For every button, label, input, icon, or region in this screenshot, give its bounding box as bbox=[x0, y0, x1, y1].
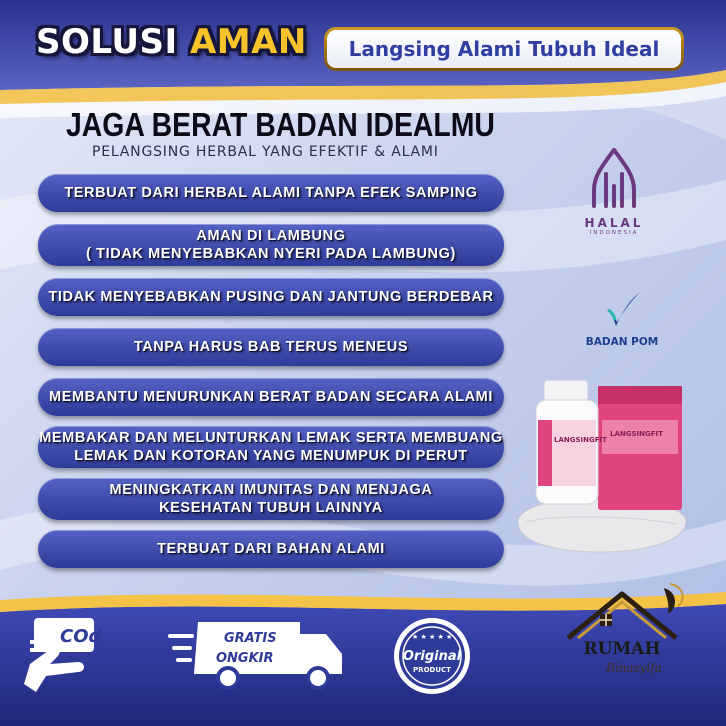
benefit-pill bbox=[38, 174, 504, 212]
benefit-line: MEMBANTU MENURUNKAN BERAT BADAN SECARA ALAMI bbox=[49, 389, 493, 405]
title-word-aman: AMAN bbox=[189, 22, 307, 62]
benefit-line: TERBUAT DARI HERBAL ALAMI TANPA EFEK SAMPING bbox=[64, 185, 478, 201]
svg-text:★ ★ ★ ★ ★: ★ ★ ★ ★ ★ bbox=[412, 633, 453, 641]
benefit-pill bbox=[38, 378, 504, 416]
benefit-line: TERBUAT DARI BAHAN ALAMI bbox=[157, 541, 385, 557]
cod-label: COd bbox=[60, 626, 102, 647]
benefit-pill bbox=[38, 478, 504, 520]
free-shipping-badge bbox=[170, 622, 342, 688]
original-sub-label: PRODUCT bbox=[413, 666, 451, 674]
benefit-line: ( TIDAK MENYEBABKAN NYERI PADA LAMBUNG) bbox=[86, 246, 456, 262]
benefit-line: TANPA HARUS BAB TERUS MENEUS bbox=[133, 339, 409, 355]
bottle-brand: LANGSINGFIT bbox=[554, 436, 607, 444]
halal-icon bbox=[584, 146, 644, 210]
bpom-logo bbox=[580, 290, 664, 348]
cod-badge bbox=[24, 618, 103, 692]
benefit-line: LEMAK DAN KOTORAN YANG MENUMPUK DI PERUT bbox=[74, 448, 468, 464]
benefit-line: MEMBAKAR DAN MELUNTURKAN LEMAK SERTA MEMBUANG bbox=[39, 430, 503, 446]
title-word-solusi: SOLUSI bbox=[36, 22, 178, 62]
house-icon bbox=[568, 584, 683, 638]
original-product-badge bbox=[394, 618, 470, 694]
benefit-pill bbox=[38, 530, 504, 568]
star-icon bbox=[412, 633, 452, 641]
subheadline: PELANGSING HERBAL YANG EFEKTIF & ALAMI bbox=[92, 144, 439, 160]
gratis-label: GRATIS bbox=[224, 631, 277, 646]
benefit-pill bbox=[38, 278, 504, 316]
page-title bbox=[36, 22, 307, 62]
tagline-badge bbox=[324, 27, 684, 71]
bpom-label: BADAN POM bbox=[585, 336, 659, 348]
benefit-pill bbox=[38, 328, 504, 366]
halal-subtitle: INDONESIA bbox=[589, 230, 639, 236]
benefit-pill bbox=[38, 426, 504, 468]
benefit-pill bbox=[38, 224, 504, 266]
original-label: Original bbox=[402, 649, 462, 664]
box-brand: LANGSINGFIT bbox=[610, 430, 663, 438]
benefit-line: KESEHATAN TUBUH LAINNYA bbox=[159, 500, 383, 516]
bpom-check-icon bbox=[600, 290, 644, 330]
store-script: Binasyifa bbox=[606, 661, 662, 675]
halal-logo bbox=[578, 146, 650, 236]
benefit-line: MENINGKATKAN IMUNITAS DAN MENJAGA bbox=[109, 482, 433, 498]
store-name: RUMAH bbox=[583, 639, 661, 659]
headline: JAGA BERAT BADAN IDEALMU bbox=[66, 106, 495, 143]
benefit-line: AMAN DI LAMBUNG bbox=[196, 228, 346, 244]
store-logo bbox=[560, 580, 690, 690]
ongkir-label: ONGKIR bbox=[216, 651, 274, 666]
halal-title: HALAL bbox=[584, 216, 644, 230]
tagline-text: Langsing Alami Tubuh Ideal bbox=[327, 30, 681, 68]
benefit-line: TIDAK MENYEBABKAN PUSING DAN JANTUNG BERDEBAR bbox=[48, 289, 494, 305]
product-image bbox=[514, 376, 690, 556]
